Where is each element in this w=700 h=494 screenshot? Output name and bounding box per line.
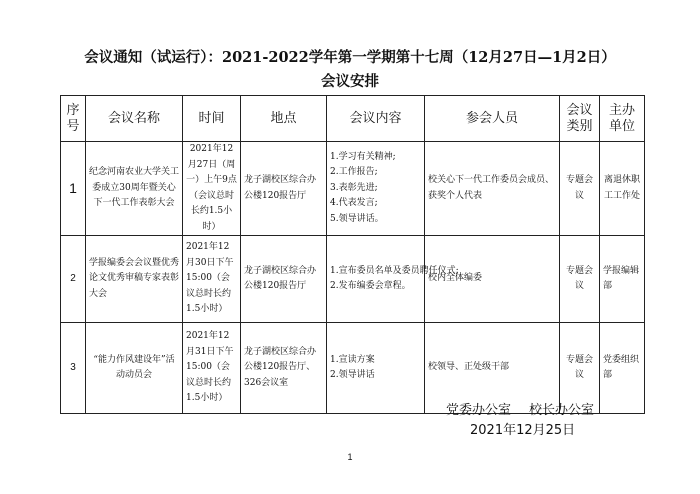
row-index: 1 <box>61 142 86 236</box>
row-time: 2021年12月30日下午15:00（会议总时长约1.5小时） <box>183 236 241 323</box>
row-category: 专题会议 <box>560 142 600 236</box>
issue-date: 2021年12月25日 <box>470 423 576 438</box>
row-location: 龙子湖校区综合办公楼120报告厅 <box>241 142 327 236</box>
row-meeting-name: 学报编委会会议暨优秀论文优秀审稿专家表彰大会 <box>86 236 183 323</box>
row-category: 专题会议 <box>560 236 600 323</box>
content-item: 5.领导讲话。 <box>330 213 384 224</box>
row-location: 龙子湖校区综合办公楼120报告厅 <box>241 236 327 323</box>
header-name: 会议名称 <box>86 96 183 142</box>
content-item: 1.宣布委员名单及委员聘任仪式; <box>330 265 459 276</box>
signature-offices <box>446 402 612 420</box>
row-attendees: 校内全体编委 <box>425 236 560 323</box>
table-row <box>61 142 645 236</box>
header-category: 会议类别 <box>560 96 600 142</box>
header-attendees: 参会人员 <box>425 96 560 142</box>
row-meeting-name: “能力作风建设年”活动动员会 <box>86 323 183 414</box>
row-time: 2021年12月27日（周一）上午9点（会议总时长约1.5小时） <box>183 142 241 236</box>
content-item: 1.宣读方案 <box>330 354 375 365</box>
row-category: 专题会议 <box>560 323 600 414</box>
row-host: 学报编辑部 <box>600 236 645 323</box>
header-content: 会议内容 <box>327 96 425 142</box>
header-location: 地点 <box>241 96 327 142</box>
row-content <box>327 323 425 414</box>
row-location: 龙子湖校区综合办公楼120报告厅、326会议室 <box>241 323 327 414</box>
row-content <box>327 142 425 236</box>
content-item: 1.学习有关精神; <box>330 151 396 162</box>
content-item: 3.表彰先进; <box>330 182 378 193</box>
row-attendees: 校领导、正处级干部 <box>425 323 560 414</box>
header-host: 主办单位 <box>600 96 645 142</box>
president-office: 校长办公室 <box>529 403 595 418</box>
notice-subtitle: 会议安排 <box>321 73 379 90</box>
content-item: 2.发布编委会章程。 <box>330 281 411 291</box>
row-host: 党委组织部 <box>600 323 645 414</box>
row-host: 离退休职工工作处 <box>600 142 645 236</box>
header-index: 序号 <box>61 96 86 142</box>
content-item: 2.领导讲话 <box>330 370 375 380</box>
party-committee-office: 党委办公室 <box>446 403 512 418</box>
table-row <box>61 236 645 323</box>
content-item: 2.工作报告; <box>330 167 378 178</box>
row-meeting-name: 纪念河南农业大学关工委成立30周年暨关心下一代工作表彰大会 <box>86 142 183 236</box>
content-item: 4.代表发言; <box>330 198 378 209</box>
page-number: 1 <box>347 452 353 462</box>
table-row <box>61 323 645 414</box>
notice-title: 会议通知（试运行）：2021-2022学年第一学期第十七周（12月27日—1月2日） <box>84 49 616 66</box>
row-attendees: 校关心下一代工作委员会成员、获奖个人代表 <box>425 142 560 236</box>
row-index: 2 <box>61 236 86 323</box>
row-index: 3 <box>61 323 86 414</box>
meeting-schedule-table <box>60 95 645 414</box>
table-header-row <box>61 96 645 142</box>
row-time: 2021年12月31日下午15:00（会议总时长约1.5小时） <box>183 323 241 414</box>
header-time: 时间 <box>183 96 241 142</box>
